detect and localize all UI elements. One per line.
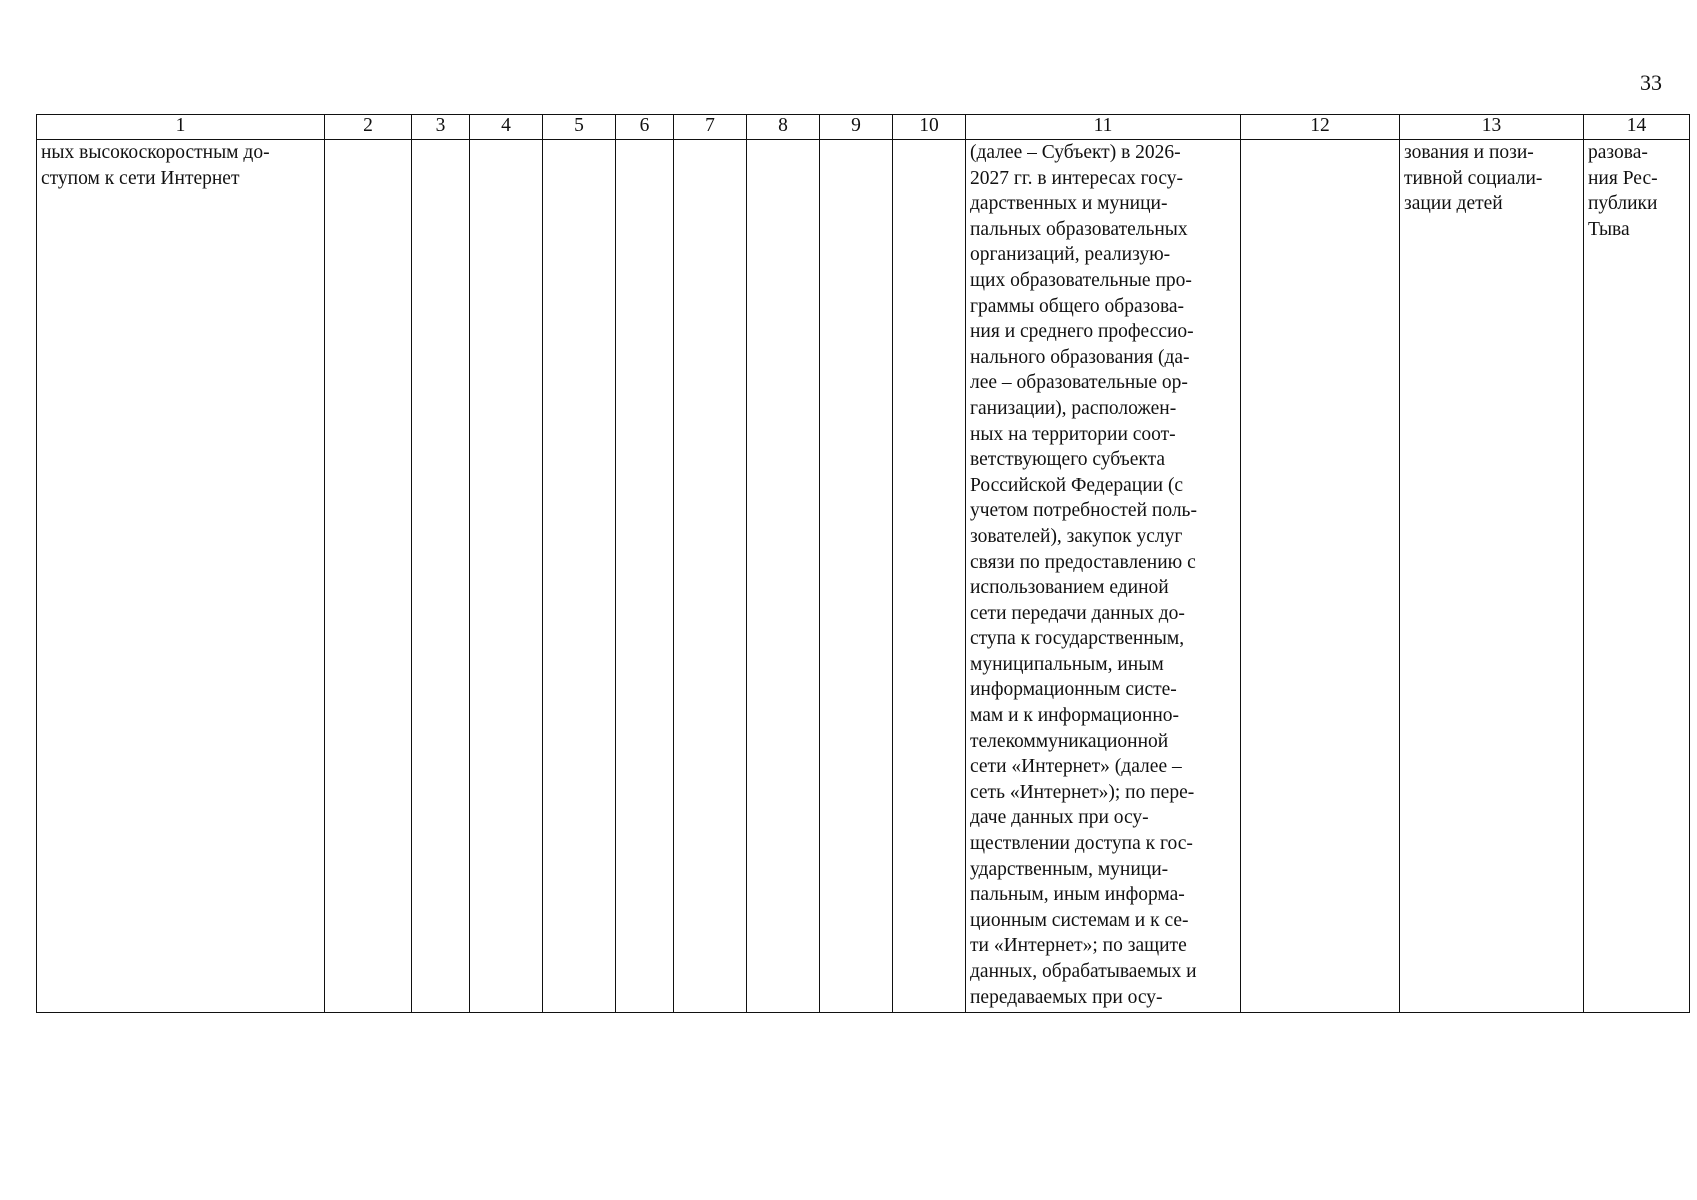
text-line: пальных образовательных: [970, 218, 1188, 240]
text-line: передаваемых при осу-: [970, 986, 1163, 1008]
cell-col-5: [543, 140, 616, 1013]
text-line: 2027 гг. в интересах госу-: [970, 167, 1184, 189]
column-number-12: 12: [1241, 115, 1400, 140]
cell-col-10: [893, 140, 966, 1013]
text-line: сети «Интернет» (далее –: [970, 756, 1182, 778]
column-number-8: 8: [747, 115, 820, 140]
column-number-6: 6: [616, 115, 674, 140]
column-number-2: 2: [325, 115, 412, 140]
cell-col-4: [470, 140, 543, 1013]
column-number-13: 13: [1400, 115, 1584, 140]
text-line: зации детей: [1404, 193, 1503, 215]
text-line: даче данных при осу-: [970, 807, 1149, 829]
text-line: связи по предоставлению с: [970, 551, 1196, 573]
cell-col-8: [747, 140, 820, 1013]
text-line: лее – образовательные ор-: [970, 372, 1188, 394]
cell-col-2: [325, 140, 412, 1013]
text-line: пальным, иным информа-: [970, 884, 1185, 906]
cell-col-13: [1400, 140, 1584, 1013]
text-line: ционным системам и к се-: [970, 909, 1189, 931]
text-line: ния и среднего профессио-: [970, 321, 1194, 343]
text-line: ударственным, муници-: [970, 858, 1169, 880]
text-line: ветствующего субъекта: [970, 449, 1166, 471]
column-number-11: 11: [966, 115, 1241, 140]
text-line: ступом к сети Интернет: [41, 167, 240, 189]
cell-col-7: [674, 140, 747, 1013]
cell-col-11: [966, 140, 1241, 1013]
cell-col-12: [1241, 140, 1400, 1013]
text-line: муниципальным, иным: [970, 653, 1164, 675]
cell-col-1: [37, 140, 325, 1013]
column-number-7: 7: [674, 115, 747, 140]
text-line: организаций, реализую-: [970, 244, 1171, 266]
text-line: ганизации), расположен-: [970, 397, 1177, 419]
text-line: мам и к информационно-: [970, 705, 1180, 727]
text-line: Тыва: [1588, 218, 1630, 240]
text-line: сеть «Интернет»); по пере-: [970, 781, 1195, 803]
column-number-4: 4: [470, 115, 543, 140]
text-line: публики: [1588, 193, 1658, 215]
text-line: телекоммуникационной: [970, 730, 1169, 752]
text-line: ных на территории соот-: [970, 423, 1176, 445]
table-row: [37, 140, 1690, 1013]
text-line: ных высокоскоростным до-: [41, 142, 270, 163]
cell-col-14-text: [1588, 140, 1685, 242]
text-line: Российской Федерации (с: [970, 474, 1184, 496]
text-line: зователей), закупок услуг: [970, 525, 1183, 547]
text-line: сети передачи данных до-: [970, 602, 1185, 624]
column-number-10: 10: [893, 115, 966, 140]
cell-col-3: [412, 140, 470, 1013]
cell-col-13-text: [1404, 140, 1579, 217]
text-line: ти «Интернет»; по защите: [970, 935, 1187, 957]
text-line: ществлении доступа к гос-: [970, 833, 1193, 855]
cell-col-11-text: [970, 140, 1236, 1010]
text-line: информационным систе-: [970, 679, 1177, 701]
column-number-9: 9: [820, 115, 893, 140]
text-line: данных, обрабатываемых и: [970, 961, 1197, 982]
text-line: нального образования (да-: [970, 346, 1190, 368]
cell-col-1-text: [41, 140, 320, 191]
text-line: граммы общего образова-: [970, 295, 1185, 317]
text-line: щих образовательные про-: [970, 269, 1192, 291]
text-line: использованием единой: [970, 577, 1169, 599]
text-line: разова-: [1588, 142, 1648, 163]
document-table: [36, 114, 1690, 1013]
text-line: зования и пози-: [1404, 142, 1534, 163]
text-line: тивной социали-: [1404, 167, 1543, 189]
cell-col-6: [616, 140, 674, 1013]
column-number-1: 1: [37, 115, 325, 140]
text-line: учетом потребностей поль-: [970, 500, 1197, 522]
text-line: ния Рес-: [1588, 167, 1658, 189]
column-number-3: 3: [412, 115, 470, 140]
table-header-row: [37, 115, 1690, 140]
page-number: 33: [1640, 70, 1662, 95]
cell-col-14: [1584, 140, 1690, 1013]
column-number-5: 5: [543, 115, 616, 140]
text-line: ступа к государственным,: [970, 628, 1185, 650]
column-number-14: 14: [1584, 115, 1690, 140]
text-line: (далее – Субъект) в 2026-: [970, 142, 1181, 163]
text-line: дарственных и муници-: [970, 193, 1168, 215]
cell-col-9: [820, 140, 893, 1013]
